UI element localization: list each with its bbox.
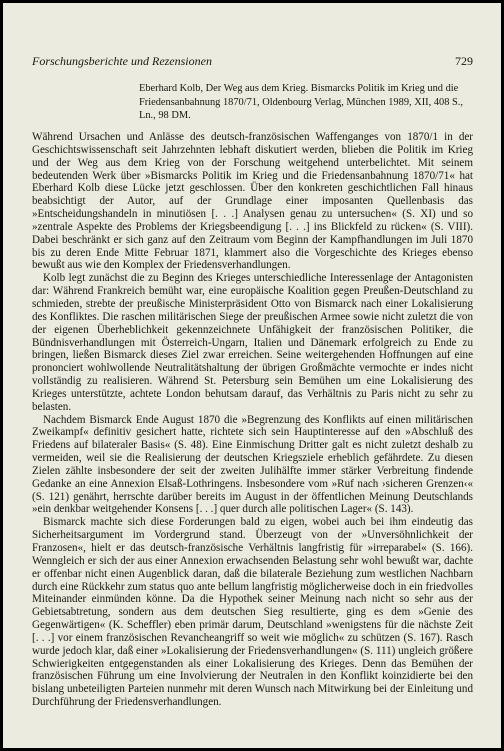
book-page [3, 3, 501, 748]
paragraph: Nachdem Bismarck Ende August 1870 die »Begrenzung des Konflikts auf einen militärischen Zweikampf« definitiv gesichert hatte, richtete sich sein Hauptinteresse auf den »Abschluß des Friedens auf bilateraler Basis« (S. 48). Eine Einmischung Dritter galt es nicht zuletzt deshalb zu vermeiden, weil sie die Realisierung der deutschen Kriegsziele erheblich gefährdete. Zu diesen Zielen zählte insbesondere der seit der zweiten Julihälfte immer stärker Verbreitung findende Gedanke an eine Annexion Elsaß-Lothringens. Insbesondere vom »Ruf nach ›sicheren Grenzen‹« (S. 121) genährt, herrschte darüber bereits im August in der öffentlichen Meinung Deutschlands »ein denkbar weitgehender Konsens [. . .] quer durch alle politischen Lager« (S. 143). [32, 413, 473, 516]
paragraph: Während Ursachen und Anlässe des deutsch-französischen Waffenganges von 1870/1 in der Geschichtswissenschaft seit Jahrzehnten lebhaft diskutiert werden, blieben die Politik im Krieg und der Weg aus dem Krieg von der Forschung weitgehend unterbelichtet. Mit seinem bedeutenden Werk über »Bismarcks Politik im Krieg und die Friedensanbahnung 1870/71« hat Eberhard Kolb diese Lücke jetzt geschlossen. Über den konkreten geschichtlichen Fall hinaus beabsichtigt der Autor, auf der Grundlage einer imposanten Quellenbasis das »Entscheidungshandeln in minutiösen [. . .] Analysen genau zu untersuchen« (S. XI) und so »zentrale Aspekte des Problems der Kriegsbeendigung [. . .] ins Blickfeld zu rücken« (S. VIII). Dabei beschränkt er sich ganz auf den Zeitraum vom Beginn der Kampfhandlungen im Juli 1870 bis zu deren Ende Mitte Februar 1871, klammert also die Vorgeschichte des Krieges ebenso bewußt aus wie den Komplex der Friedensverhandlungen. [32, 131, 473, 272]
running-header [32, 53, 473, 69]
paragraph: Kolb legt zunächst die zu Beginn des Krieges unterschiedliche Interessenlage der Antagonisten dar: Während Frankreich bemüht war, eine europäische Koalition gegen Preußen-Deutschland zu schmieden, strebte der preußische Ministerpräsident Otto von Bismarck nach einer Lokalisierung des Konfliktes. Die raschen militärischen Siege der preußischen Armee sowie nicht zuletzt die von der eigenen Überheblichkeit gekennzeichnete Unfähigkeit der französischen Politiker, die Bündnisverhandlungen mit Österreich-Ungarn, Italien und Dänemark erfolgreich zu Ende zu bringen, ließen Bismarck dieses Ziel zwar erreichen. Seine weitergehenden Hoffnungen auf eine prononciert wohlwollende Neutralitätshaltung der übrigen Großmächte vermochte er indes nicht vollständig zu realisieren. Während St. Petersburg sein Bemühen um eine Lokalisierung des Krieges unterstützte, achtete London behutsam darauf, das Verhältnis zu Paris nicht zu sehr zu belasten. [32, 272, 473, 413]
review-body [32, 131, 473, 709]
page-number: 729 [455, 54, 473, 68]
paragraph: Bismarck machte sich diese Forderungen bald zu eigen, wobei auch bei ihm eindeutig das Sicherheitsargument im Vordergrund stand. Überzeugt von der »Unversöhnlichkeit der Franzosen«, hielt er das deutsch-französische Verhältnis langfristig für »irreparabel« (S. 166). Wenngleich er sich der aus einer Annexion erwachsenden Belastung sehr wohl bewußt war, dachte er offenbar nicht einen Augenblick daran, daß die bilaterale Beziehung zum westlichen Nachbarn durch eine Rückkehr zum status quo ante bellum langfristig möglicherweise doch in ein friedvolles Miteinander einmünden könne. Da die Hypothek seiner Meinung nach nicht so sehr aus der Gebietsabtretung, sondern aus dem deutschen Sieg resultierte, ging es dem »Genie des Gegenwärtigen« (K. Scheffler) eben primär darum, Deutschland »wenigstens für die nächste Zeit [. . .] vor einem französischen Revancheangriff so weit wie möglich« zu schützen (S. 167). Rasch wurde jedoch klar, daß einer »Lokalisierung der Friedensverhandlungen« (S. 111) ungleich größere Schwierigkeiten entgegenstanden als einer Lokalisierung des Krieges. Denn das Bemühen der französischen Führung um eine Involvierung der Neutralen in den Konflikt koinzidierte bei den bislang unbeteiligten Parteien nunmehr mit deren Wunsch nach Mitwirkung bei der Einleitung und Durchführung der Friedensverhandlungen. [32, 516, 473, 709]
book-citation: Eberhard Kolb, Der Weg aus dem Krieg. Bismarcks Politik im Krieg und die Friedensanbahnung 1870/71, Oldenbourg Verlag, München 1989, XII, 408 S., Ln., 98 DM. [139, 83, 463, 121]
section-title: Forschungsberichte und Rezensionen [32, 54, 212, 68]
